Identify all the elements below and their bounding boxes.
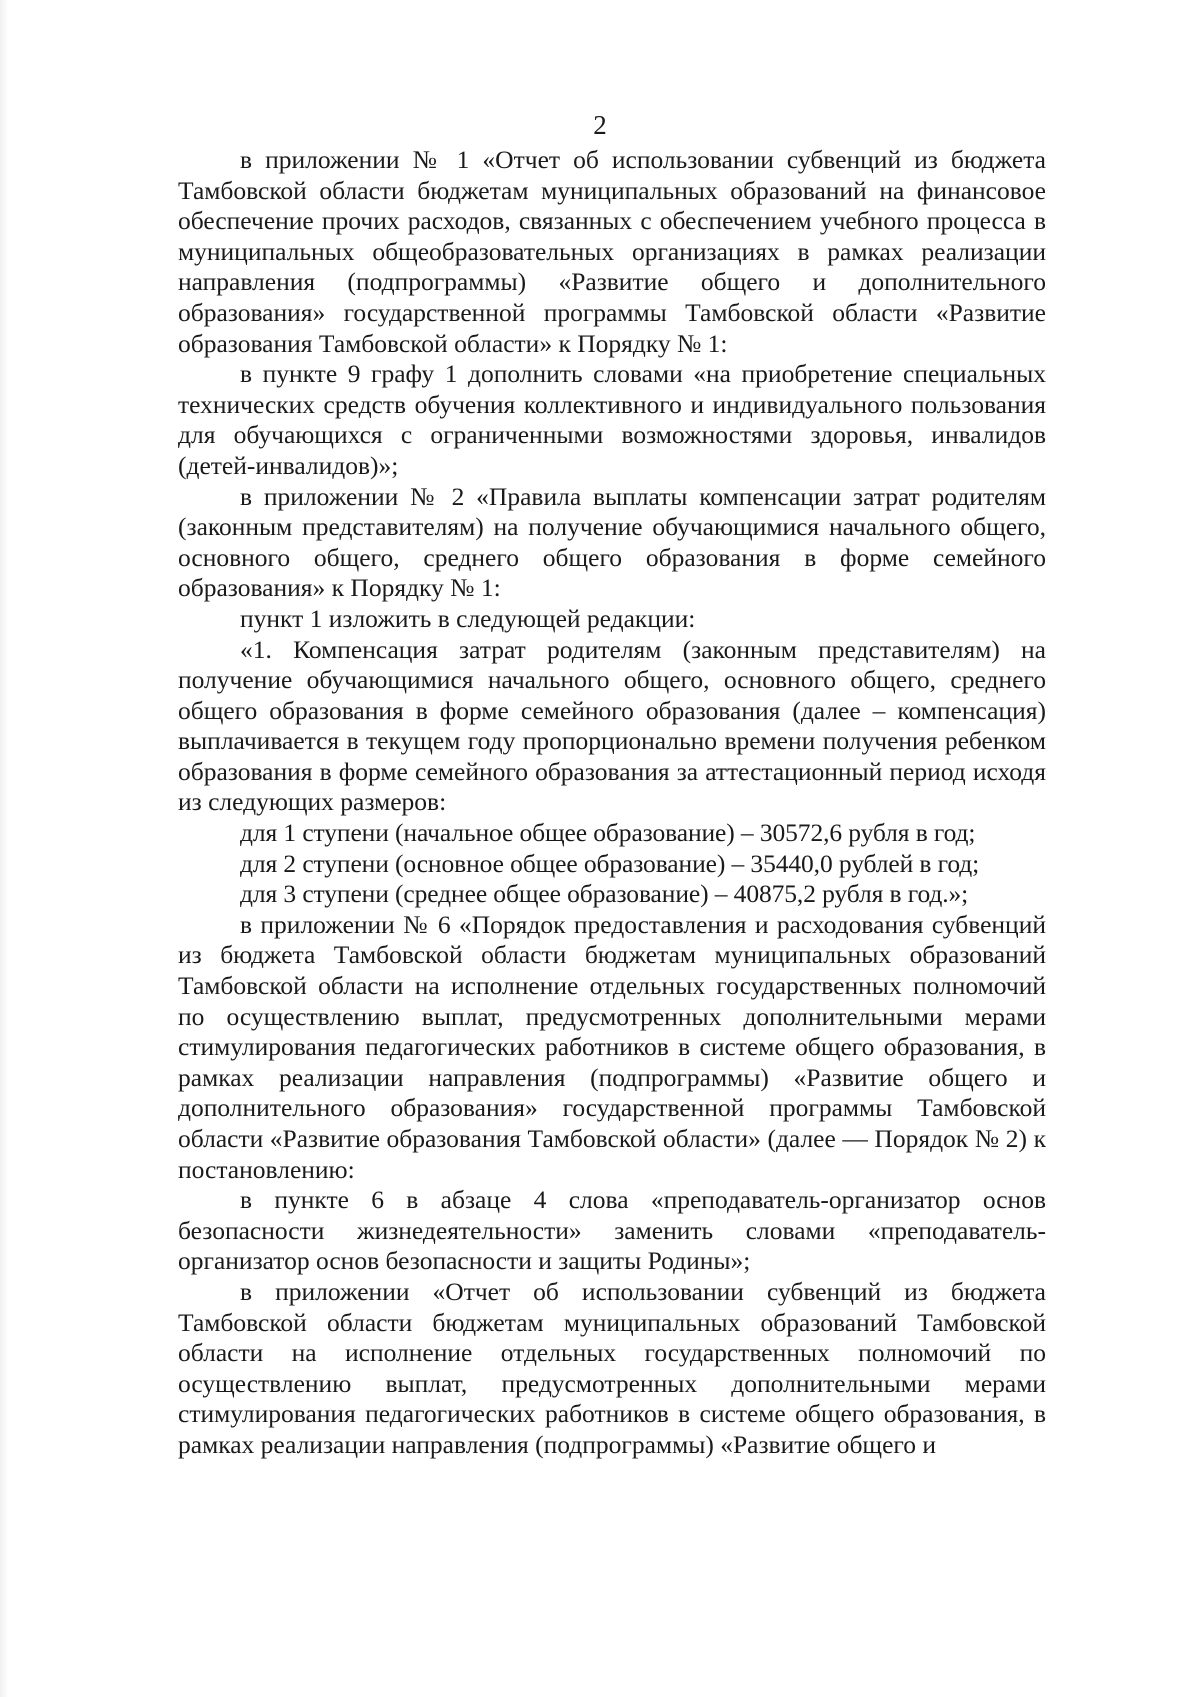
paragraph-level-1: для 1 ступени (начальное общее образование) – 30572,6 рубля в год;: [240, 818, 976, 848]
paragraph-level-2: для 2 ступени (основное общее образование) – 35440,0 рублей в год;: [240, 848, 980, 878]
paragraph-item-1-intro: пункт 1 изложить в следующей редакции:: [240, 603, 696, 633]
paragraph-item-6: в пункте 6 в абзаце 4 слова «преподаватель-организатор основ безопасности жизнедеятельности» заменить словами «преподаватель-организатор основ безопасности и защиты Родины»;: [178, 1185, 1046, 1276]
paragraph-appendix-2: в приложении № 2 «Правила выплаты компенсации затрат родителям (законным представителям) на получение обучающимися начального общего, основного общего, среднего общего образования в форме семейного образования» к Порядку № 1:: [178, 481, 1046, 603]
paragraph-item-9: в пункте 9 графу 1 дополнить словами «на приобретение специальных технических средств обучения коллективного и индивидуального пользования для обучающихся с ограниченными возможностями здоровья, инвалидов (детей-инвалидов)»;: [178, 359, 1046, 480]
document-body: [178, 145, 1046, 1461]
paragraph-appendix-1: в приложении № 1 «Отчет об использовании субвенций из бюджета Тамбовской области бюджетам муниципальных образований на финансовое обеспечение прочих расходов, связанных с обеспечением учебного процесса в муниципальных общеобразовательных организациях в рамках реализации направления (подпрограммы) «Развитие общего и дополнительного образования» государственной программы Тамбовской области «Развитие образования Тамбовской области» к Порядку № 1:: [178, 145, 1046, 358]
scan-edge-shadow: [0, 0, 8, 1697]
page-number: 2: [593, 110, 607, 140]
paragraph-report-appendix: в приложении «Отчет об использовании субвенций из бюджета Тамбовской области бюджетам муниципальных образований Тамбовской области на исполнение отдельных государственных полномочий по осуществлению выплат, предусмотренных дополнительными мерами стимулирования педагогических работников в системе общего образования, в рамках реализации направления (подпрограммы) «Развитие общего и: [178, 1276, 1046, 1459]
paragraph-appendix-6: в приложении № 6 «Порядок предоставления и расходования субвенций из бюджета Тамбовской области бюджетам муниципальных образований Тамбовской области на исполнение отдельных государственных полномочий по осуществлению выплат, предусмотренных дополнительными мерами стимулирования педагогических работников в системе общего образования, в рамках реализации направления (подпрограммы) «Развитие общего и дополнительного образования» государственной программы Тамбовской области «Развитие образования Тамбовской области» (далее — Порядок № 2) к постановлению:: [178, 909, 1046, 1184]
paragraph-compensation: «1. Компенсация затрат родителям (законным представителям) на получение обучающимися начального общего, основного общего, среднего общего образования в форме семейного образования (далее – компенсация) выплачивается в текущем году пропорционально времени получения ребенком образования в форме семейного образования за аттестационный период исходя из следующих размеров:: [178, 634, 1046, 817]
paragraph-level-3: для 3 ступени (среднее общее образование) – 40875,2 рубля в год.»;: [240, 879, 969, 909]
